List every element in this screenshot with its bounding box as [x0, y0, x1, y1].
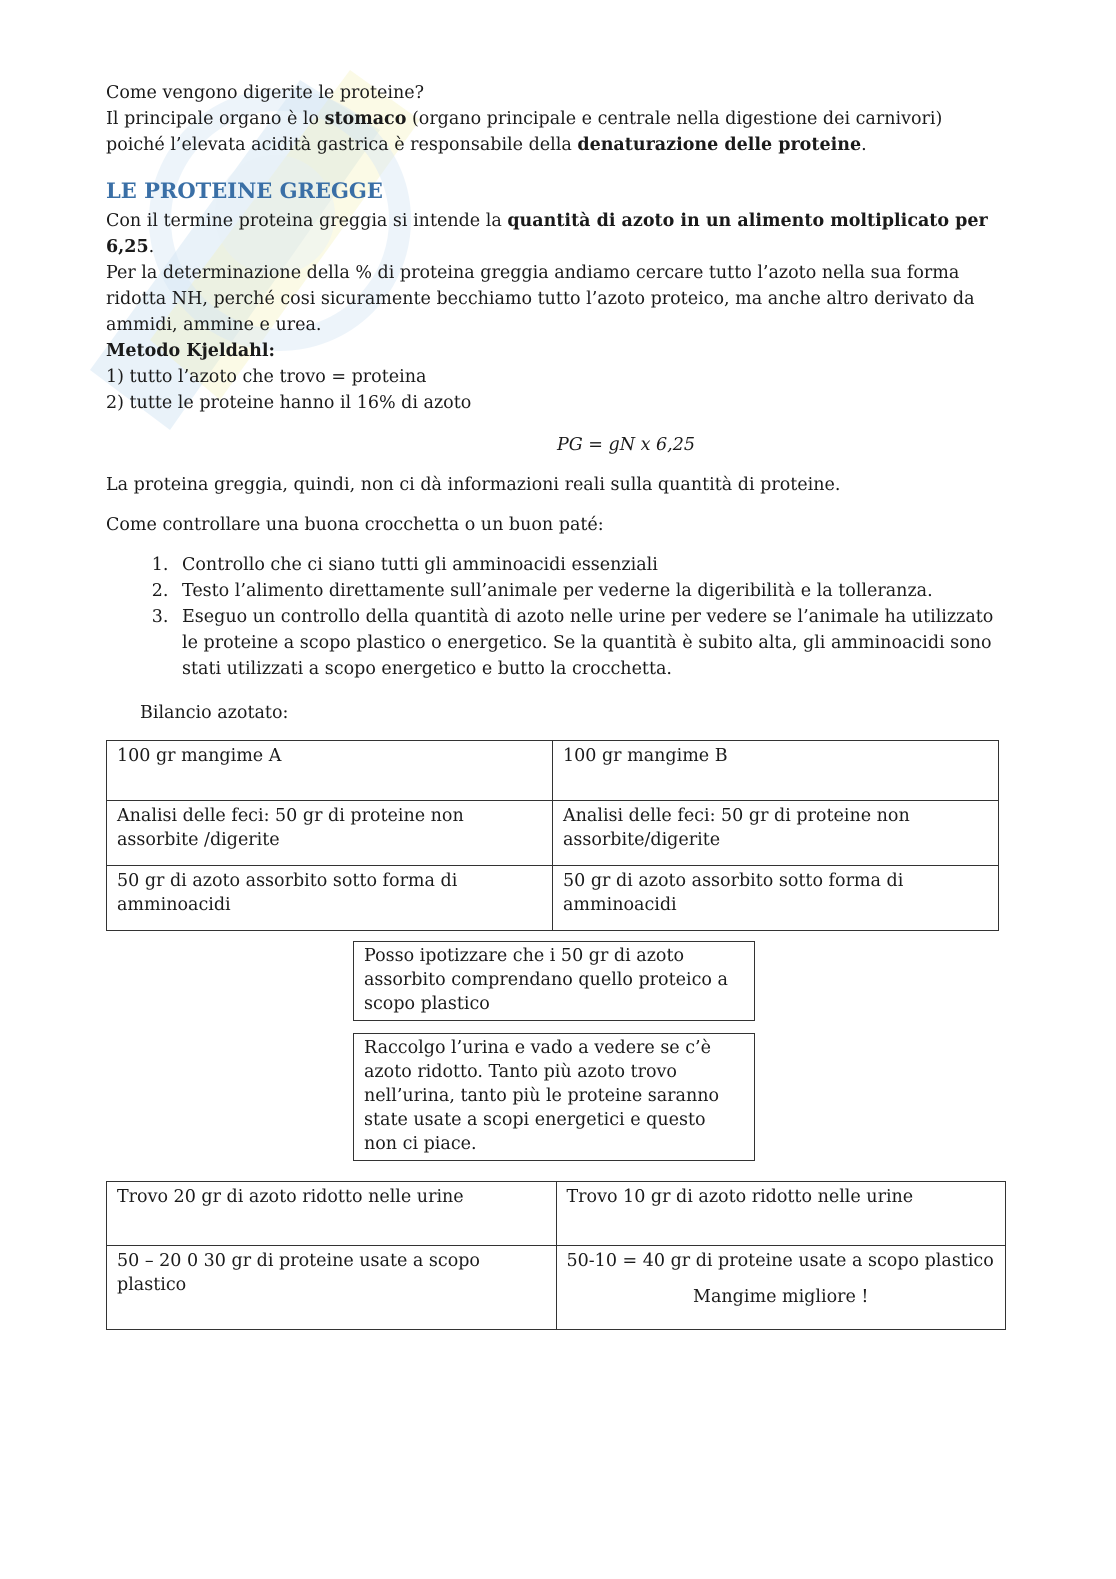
table-row [107, 1246, 1006, 1330]
balance-title: Bilancio azotato: [140, 703, 289, 723]
verdict-text: Mangime migliore ! [693, 1287, 869, 1307]
table-row [107, 801, 999, 866]
table-row [107, 1182, 1006, 1246]
determination-paragraph: Per la determinazione della % di proteina greggia andiamo cercare tutto l’azoto nella sua forma ridotta NH, perché cosi sicuramente becchiamo tutto l’azoto proteico, ma anche altro derivato da ammidi, ammine e urea. [106, 263, 975, 335]
conclusion-paragraph: La proteina greggia, quindi, non ci dà informazioni reali sulla quantità di proteine. [106, 475, 841, 495]
definition-paragraph: Con il termine proteina greggia si intende la quantità di azoto in un alimento moltiplicato per 6,25. [106, 211, 988, 257]
check-list [106, 552, 1006, 682]
table-cell: 100 gr mangime B [553, 741, 999, 801]
feed-comparison-table [106, 740, 999, 931]
formula: PG = gN x 6,25 [556, 435, 696, 455]
urine-box: Raccolgo l’urina e vado a vedere se c’è azoto ridotto. Tanto più azoto trovo nell’urina, tanto più le proteine saranno state usate a scopi energetici e questo non ci piace. [353, 1033, 755, 1161]
table-cell: 50 – 20 0 30 gr di proteine usate a scopo plastico [107, 1246, 557, 1330]
table-cell: 100 gr mangime A [107, 741, 553, 801]
list-item: 2. Testo l’alimento direttamente sull’animale per vederne la digeribilità e la tolleranza. [174, 578, 1006, 604]
table-cell: 50 gr di azoto assorbito sotto forma di amminoacidi [553, 866, 999, 931]
section-heading: LE PROTEINE GREGGE [106, 178, 383, 203]
table-cell: Trovo 20 gr di azoto ridotto nelle urine [107, 1182, 557, 1246]
table-row [107, 866, 999, 931]
list-item: 1. Controllo che ci siano tutti gli amminoacidi essenziali [174, 552, 1006, 578]
check-title: Come controllare una buona crocchetta o un buon paté: [106, 515, 604, 535]
result-text: 50-10 = 40 gr di proteine usate a scopo plastico [566, 1251, 994, 1271]
urine-result-table [106, 1181, 1006, 1330]
table-row [107, 741, 999, 801]
method-item: 1) tutto l’azoto che trovo = proteina [106, 367, 427, 387]
table-cell: Analisi delle feci: 50 gr di proteine non assorbite /digerite [107, 801, 553, 866]
document-body [106, 80, 1006, 1330]
list-item: 3. Eseguo un controllo della quantità di azoto nelle urine per vedere se l’animale ha utilizzato le proteine a scopo plastico o energetico. Se la quantità è subito alta, gli amminoacidi sono stati utilizzati a scopo energetico e butto la crocchetta. [174, 604, 1006, 682]
intro-paragraph: Il principale organo è lo stomaco (organo principale e centrale nella digestione dei carnivori) poiché l’elevata acidità gastrica è responsabile della denaturazione delle proteine. [106, 109, 943, 155]
table-cell [556, 1246, 1006, 1330]
table-cell: 50 gr di azoto assorbito sotto forma di amminoacidi [107, 866, 553, 931]
table-cell: Analisi delle feci: 50 gr di proteine non assorbite/digerite [553, 801, 999, 866]
method-item: 2) tutte le proteine hanno il 16% di azoto [106, 393, 472, 413]
table-cell: Trovo 10 gr di azoto ridotto nelle urine [556, 1182, 1006, 1246]
intro-question: Come vengono digerite le proteine? [106, 83, 424, 103]
method-title: Metodo Kjeldahl: [106, 341, 275, 361]
hypothesis-box: Posso ipotizzare che i 50 gr di azoto assorbito comprendano quello proteico a scopo plastico [353, 941, 755, 1021]
